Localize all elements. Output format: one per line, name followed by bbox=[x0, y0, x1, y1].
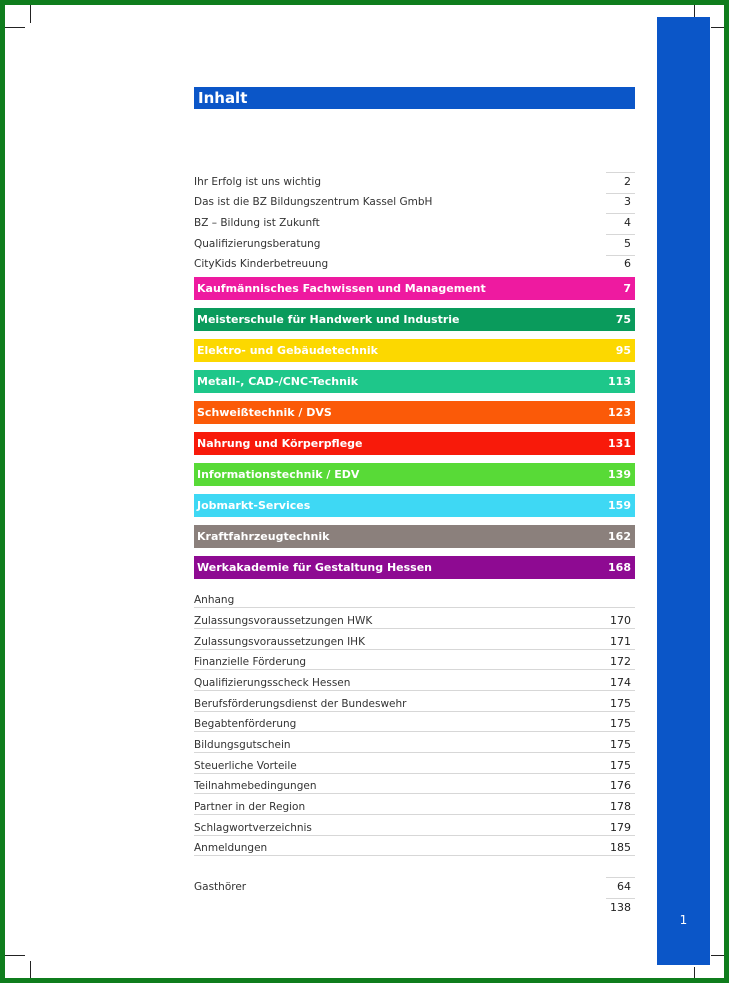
toc-entry[interactable] bbox=[194, 794, 635, 815]
section-label: Kaufmännisches Fachwissen und Management bbox=[197, 282, 486, 296]
toc-entry-page: 175 bbox=[610, 737, 631, 751]
toc-entry-label: Anmeldungen bbox=[194, 842, 268, 855]
section-bar[interactable] bbox=[194, 370, 635, 393]
section-page: 131 bbox=[608, 437, 631, 451]
toc-entry[interactable] bbox=[194, 895, 635, 916]
toc-entry-label: Bildungsgutschein bbox=[194, 738, 291, 751]
section-label: Werkakademie für Gestaltung Hessen bbox=[197, 561, 432, 575]
toc-entry-label: Schlagwortverzeichnis bbox=[194, 821, 312, 834]
intro-list bbox=[194, 169, 635, 272]
toc-entry[interactable] bbox=[194, 169, 635, 190]
toc-entry-label: Qualifizierungsberatung bbox=[194, 237, 321, 250]
toc-entry-page: 176 bbox=[610, 779, 631, 793]
toc-entry-page: 175 bbox=[610, 758, 631, 772]
section-label: Meisterschule für Handwerk und Industrie bbox=[197, 313, 460, 327]
appendix-heading-row bbox=[194, 587, 635, 608]
section-label: Nahrung und Körperpflege bbox=[197, 437, 363, 451]
section-label: Jobmarkt-Services bbox=[197, 499, 311, 513]
toc-entry-page: 174 bbox=[610, 675, 631, 689]
section-bar[interactable] bbox=[194, 432, 635, 455]
toc-entry-page: 170 bbox=[610, 613, 631, 627]
row-rule bbox=[194, 855, 635, 856]
section-bar[interactable] bbox=[194, 525, 635, 548]
section-label: Informationstechnik / EDV bbox=[197, 468, 360, 482]
toc-entry-label: Das ist die BZ Bildungszentrum Kassel GmbH bbox=[194, 196, 433, 209]
appendix-list bbox=[194, 608, 635, 856]
toc-entry[interactable] bbox=[194, 753, 635, 774]
toc-entry-label: CityKids Kinderbetreuung bbox=[194, 258, 329, 271]
crop-mark bbox=[5, 955, 25, 956]
section-page: 139 bbox=[608, 468, 631, 482]
section-list bbox=[194, 277, 635, 579]
toc-entry-page: 138 bbox=[610, 900, 631, 914]
section-bar[interactable] bbox=[194, 308, 635, 331]
section-label: Kraftfahrzeugtechnik bbox=[197, 530, 330, 544]
section-page: 162 bbox=[608, 530, 631, 544]
toc-entry-label: Finanzielle Förderung bbox=[194, 656, 307, 669]
toc-entry-page: 175 bbox=[610, 717, 631, 731]
toc-entry[interactable] bbox=[194, 629, 635, 650]
section-page: 168 bbox=[608, 561, 631, 575]
spacer bbox=[194, 856, 635, 874]
section-label: Elektro- und Gebäudetechnik bbox=[197, 344, 379, 358]
toc-entry[interactable] bbox=[194, 691, 635, 712]
section-page: 123 bbox=[608, 406, 631, 420]
toc-entry-label: Zulassungsvoraussetzungen HWK bbox=[194, 614, 373, 627]
toc-entry[interactable] bbox=[194, 815, 635, 836]
toc-entry[interactable] bbox=[194, 650, 635, 671]
toc-entry-page: 171 bbox=[610, 634, 631, 648]
section-page: 113 bbox=[608, 375, 631, 389]
toc-entry[interactable] bbox=[194, 712, 635, 733]
toc-entry-page: 64 bbox=[617, 880, 631, 894]
section-page: 159 bbox=[608, 499, 631, 513]
crop-mark bbox=[694, 967, 695, 978]
toc-entry-label: Gasthörer bbox=[194, 881, 247, 894]
toc-entry-label: Partner in der Region bbox=[194, 801, 306, 813]
toc-entry[interactable] bbox=[194, 874, 635, 895]
toc-entry-page: 175 bbox=[610, 696, 631, 710]
section-bar[interactable] bbox=[194, 556, 635, 579]
section-label: Schweißtechnik / DVS bbox=[197, 406, 332, 420]
section-page: 95 bbox=[615, 344, 631, 358]
section-bar[interactable] bbox=[194, 339, 635, 362]
section-page: 7 bbox=[623, 282, 631, 296]
toc-entry-label: Begabtenförderung bbox=[194, 718, 297, 731]
crop-mark bbox=[30, 961, 31, 978]
toc-entry-label: BZ – Bildung ist Zukunft bbox=[194, 217, 320, 230]
appendix-heading: Anhang bbox=[194, 594, 235, 607]
toc-entry[interactable] bbox=[194, 836, 635, 857]
blue-sidebar bbox=[657, 17, 710, 965]
toc-entry[interactable] bbox=[194, 608, 635, 629]
toc-entry-label: Ihr Erfolg ist uns wichtig bbox=[194, 175, 321, 188]
toc-entry-page: 4 bbox=[624, 216, 631, 230]
toc-entry-label: Berufsförderungsdienst der Bundeswehr bbox=[194, 697, 407, 710]
extra-list bbox=[194, 874, 635, 915]
toc-entry-label: Qualifizierungsscheck Hessen bbox=[194, 676, 351, 689]
table-of-contents bbox=[194, 169, 635, 916]
section-label: Metall-, CAD-/CNC-Technik bbox=[197, 375, 359, 389]
toc-entry-label: Teilnahmebedingungen bbox=[194, 780, 317, 793]
toc-entry[interactable] bbox=[194, 732, 635, 753]
page-title: Inhalt bbox=[194, 87, 635, 109]
section-bar[interactable] bbox=[194, 494, 635, 517]
crop-mark bbox=[30, 5, 31, 23]
section-bar[interactable] bbox=[194, 277, 635, 300]
toc-entry-page: 172 bbox=[610, 655, 631, 669]
document-page bbox=[5, 5, 724, 978]
toc-entry[interactable] bbox=[194, 252, 635, 273]
crop-mark bbox=[5, 27, 25, 28]
toc-entry-page: 185 bbox=[610, 841, 631, 855]
crop-mark bbox=[711, 955, 724, 956]
toc-entry-page: 178 bbox=[610, 800, 631, 813]
section-bar[interactable] bbox=[194, 401, 635, 424]
toc-entry[interactable] bbox=[194, 210, 635, 231]
toc-entry-label: Zulassungsvoraussetzungen IHK bbox=[194, 635, 365, 648]
page-number: 1 bbox=[679, 913, 688, 927]
toc-entry-label: Steuerliche Vorteile bbox=[194, 759, 297, 772]
toc-entry-page: 179 bbox=[610, 820, 631, 834]
toc-entry[interactable] bbox=[194, 774, 635, 795]
toc-entry[interactable] bbox=[194, 231, 635, 252]
crop-mark bbox=[711, 27, 724, 28]
toc-entry-page: 6 bbox=[624, 257, 631, 271]
section-page: 75 bbox=[615, 313, 631, 327]
toc-entry[interactable] bbox=[194, 670, 635, 691]
toc-entry-page: 2 bbox=[624, 174, 631, 188]
toc-entry-page: 3 bbox=[624, 195, 631, 209]
toc-entry-page: 5 bbox=[624, 236, 631, 250]
toc-entry[interactable] bbox=[194, 190, 635, 211]
section-bar[interactable] bbox=[194, 463, 635, 486]
